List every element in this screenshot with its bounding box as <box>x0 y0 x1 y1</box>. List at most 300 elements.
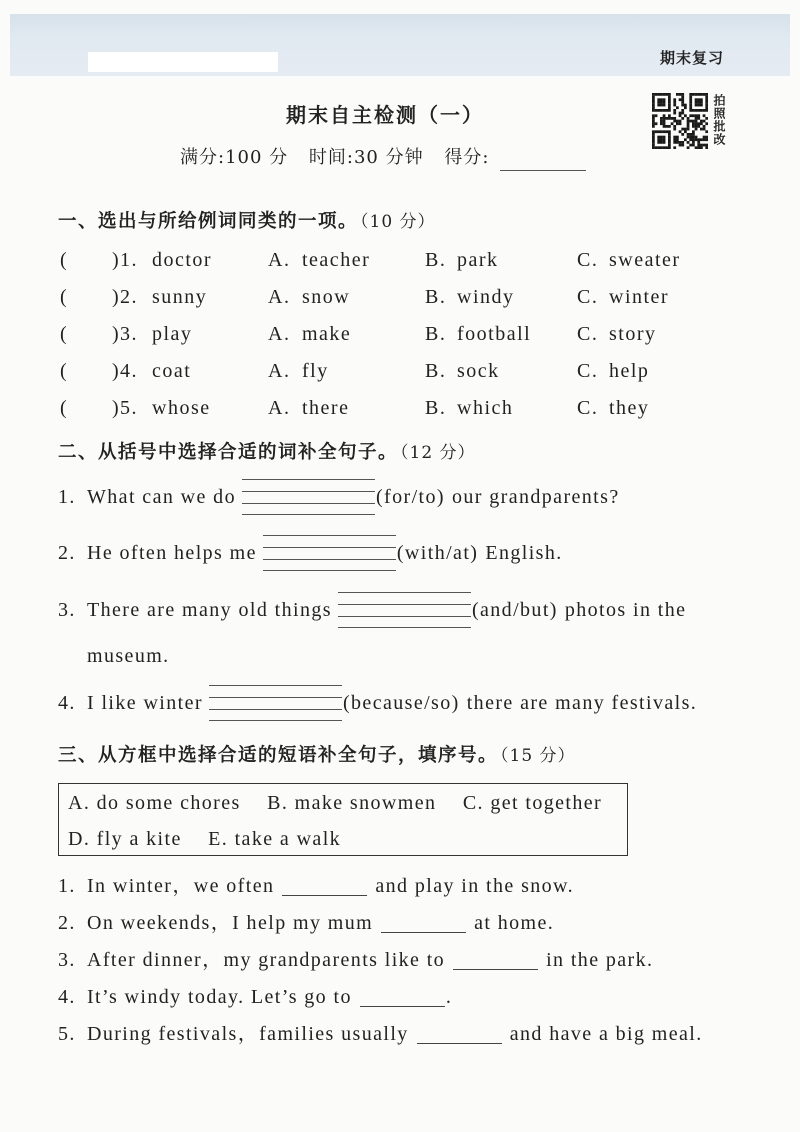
option-label-a: A. <box>268 360 291 382</box>
example-word: sunny <box>152 286 208 308</box>
phrase-label: B. <box>267 792 289 814</box>
qr-module <box>673 146 676 149</box>
qr-module <box>692 144 695 147</box>
qr-module <box>705 138 708 141</box>
qr-module <box>660 146 663 149</box>
qr-module <box>689 93 692 96</box>
option-c: winter <box>609 286 670 308</box>
qr-module <box>703 109 706 112</box>
qr-module <box>652 101 655 104</box>
answer-blank <box>282 877 367 896</box>
qr-module <box>689 104 692 107</box>
qr-module <box>668 98 671 101</box>
qr-module <box>660 122 663 125</box>
qr-module <box>668 96 671 99</box>
answer-paren-close: ) <box>112 323 121 345</box>
example-word: play <box>152 323 193 345</box>
sentence-after: at home. <box>474 912 555 934</box>
qr-module <box>679 114 682 117</box>
section2-title: 二、从括号中选择合适的词补全句子。 <box>58 442 399 463</box>
qr-module <box>692 120 695 123</box>
question-number: 1. <box>120 249 138 271</box>
answer-blank <box>381 914 466 933</box>
qr-module <box>679 93 682 96</box>
qr-module <box>692 141 695 144</box>
qr-module <box>687 120 690 123</box>
qr-module <box>660 136 663 139</box>
qr-module <box>655 146 658 149</box>
qr-module <box>695 93 698 96</box>
option-b: park <box>457 249 499 271</box>
qr-module <box>679 122 682 125</box>
fill-sentence <box>58 873 574 899</box>
phrase-box-line <box>68 826 361 852</box>
fill-sentence <box>58 910 554 936</box>
match-row <box>0 321 780 347</box>
qr-module <box>673 120 676 123</box>
qr-module <box>660 141 663 144</box>
redacted-area <box>88 52 278 72</box>
four-line-blank <box>242 479 375 515</box>
sentence-before: In winter，we often <box>87 875 275 897</box>
qr-module <box>668 109 671 112</box>
qr-module <box>689 106 692 109</box>
question-number: 1. <box>58 875 76 897</box>
qr-module <box>673 112 676 115</box>
qr-module <box>668 117 671 120</box>
qr-module <box>657 101 660 104</box>
match-row <box>0 395 780 421</box>
qr-module <box>689 98 692 101</box>
qr-module <box>657 98 660 101</box>
qr-module <box>681 109 684 112</box>
qr-module <box>663 109 666 112</box>
phrase-text: fly a kite <box>96 828 182 850</box>
word-choice-hint: (and/but) <box>471 599 558 621</box>
qr-module <box>668 141 671 144</box>
qr-module <box>692 136 695 139</box>
question-number: 3. <box>120 323 138 345</box>
fill-sentence <box>58 984 452 1010</box>
sentence-after: there are many festivals. <box>466 692 698 714</box>
qr-module <box>681 101 684 104</box>
qr-module <box>700 120 703 123</box>
qr-module <box>705 136 708 139</box>
qr-module <box>705 98 708 101</box>
qr-module <box>668 130 671 133</box>
qr-module <box>703 93 706 96</box>
qr-module <box>695 98 698 101</box>
qr-module <box>652 106 655 109</box>
qr-module <box>705 130 708 133</box>
question-number: 1. <box>58 486 76 508</box>
qr-module <box>703 114 706 117</box>
qr-module <box>681 117 684 120</box>
qr-module <box>652 130 655 133</box>
qr-module <box>657 109 660 112</box>
match-row <box>0 358 780 384</box>
qr-module <box>660 109 663 112</box>
qr-module <box>679 130 682 133</box>
option-b: which <box>457 397 514 419</box>
phrase-option <box>208 828 341 850</box>
answer-paren-open: ( <box>60 397 69 419</box>
section1-points: （10 分） <box>360 212 436 232</box>
phrase-text: do some chores <box>96 792 241 814</box>
qr-module <box>695 136 698 139</box>
sentence-before: It’s windy today. Let’s go to <box>87 986 352 1008</box>
qr-module <box>676 136 679 139</box>
sentence-after: our grandparents? <box>451 486 620 508</box>
qr-module <box>665 125 668 128</box>
answer-paren-open: ( <box>60 286 69 308</box>
option-c: sweater <box>609 249 681 271</box>
qr-module <box>700 138 703 141</box>
qr-module <box>697 146 700 149</box>
qr-module <box>705 146 708 149</box>
qr-module <box>703 128 706 131</box>
qr-module <box>684 114 687 117</box>
sentence-after: and play in the snow. <box>375 875 575 897</box>
phrase-label: A. <box>68 792 91 814</box>
four-line-blank <box>209 685 342 721</box>
qr-module <box>652 125 655 128</box>
option-label-a: A. <box>268 397 291 419</box>
qr-module <box>705 93 708 96</box>
sentence-before: During festivals，families usually <box>87 1023 409 1045</box>
option-label-a: A. <box>268 286 291 308</box>
qr-module <box>652 146 655 149</box>
qr-module <box>689 138 692 141</box>
exam-meta <box>180 145 586 171</box>
qr-module <box>700 144 703 147</box>
qr-module <box>652 114 655 117</box>
qr-module <box>663 122 666 125</box>
qr-module <box>657 104 660 107</box>
qr-module <box>655 109 658 112</box>
qr-module <box>681 144 684 147</box>
sentence-before: I like winter <box>87 692 203 714</box>
qr-module <box>673 125 676 128</box>
qr-module <box>687 125 690 128</box>
phrase-option <box>267 792 436 814</box>
qr-module <box>652 109 655 112</box>
qr-module <box>660 120 663 123</box>
sentence-after: in the park. <box>546 949 654 971</box>
qr-module <box>695 128 698 131</box>
qr-module <box>668 138 671 141</box>
qr-label: 拍照批改 <box>712 94 726 146</box>
qr-module <box>663 117 666 120</box>
qr-module <box>697 114 700 117</box>
option-label-c: C. <box>577 360 599 382</box>
question-number: 4. <box>58 692 76 714</box>
qr-module <box>665 146 668 149</box>
qr-module <box>700 109 703 112</box>
fill-sentence <box>58 947 653 973</box>
qr-module <box>665 109 668 112</box>
qr-module <box>705 106 708 109</box>
qr-module <box>695 101 698 104</box>
qr-module <box>663 141 666 144</box>
qr-module <box>687 117 690 120</box>
phrase-label: D. <box>68 828 91 850</box>
option-b: sock <box>457 360 500 382</box>
qr-module <box>660 138 663 141</box>
qr-module <box>687 136 690 139</box>
qr-module <box>697 125 700 128</box>
answer-paren-close: ) <box>112 249 121 271</box>
phrase-label: C. <box>462 792 484 814</box>
qr-module <box>681 96 684 99</box>
qr-module <box>676 141 679 144</box>
qr-module <box>660 93 663 96</box>
qr-module <box>681 141 684 144</box>
qr-module <box>663 125 666 128</box>
sentence-before: What can we do <box>87 486 236 508</box>
phrase-option <box>463 792 602 814</box>
phrase-text: make snowmen <box>294 792 437 814</box>
option-a: teacher <box>302 249 371 271</box>
option-c: story <box>609 323 657 345</box>
answer-paren-open: ( <box>60 360 69 382</box>
qr-code-icon <box>652 93 708 149</box>
qr-module <box>695 104 698 107</box>
qr-module <box>692 130 695 133</box>
word-choice-hint: (because/so) <box>342 692 460 714</box>
qr-module <box>663 114 666 117</box>
sentence-before: He often helps me <box>87 542 257 564</box>
qr-module <box>695 125 698 128</box>
answer-paren-open: ( <box>60 323 69 345</box>
qr-module <box>676 106 679 109</box>
word-choice-hint: (with/at) <box>396 542 479 564</box>
qr-module <box>663 98 666 101</box>
qr-module <box>679 112 682 115</box>
qr-module <box>703 138 706 141</box>
page-title: 期末自主检测（一） <box>286 103 484 127</box>
qr-module <box>687 122 690 125</box>
qr-module <box>687 146 690 149</box>
answer-blank <box>360 988 445 1007</box>
section1-heading <box>58 209 436 236</box>
qr-module <box>663 101 666 104</box>
match-row <box>0 247 780 273</box>
qr-module <box>689 109 692 112</box>
qr-module <box>673 128 676 131</box>
fill-sentence <box>58 592 686 628</box>
qr-module <box>689 144 692 147</box>
qr-module <box>652 144 655 147</box>
phrase-option <box>68 828 182 850</box>
qr-module <box>652 93 655 96</box>
fill-sentence <box>58 1021 703 1047</box>
question-number: 4. <box>58 986 76 1008</box>
qr-module <box>657 146 660 149</box>
answer-paren-close: ) <box>112 286 121 308</box>
qr-module <box>697 138 700 141</box>
qr-module <box>668 93 671 96</box>
option-c: help <box>609 360 650 382</box>
qr-module <box>660 130 663 133</box>
qr-module <box>668 125 671 128</box>
question-number: 2. <box>58 912 76 934</box>
qr-module <box>660 117 663 120</box>
option-label-a: A. <box>268 323 291 345</box>
qr-module <box>673 136 676 139</box>
qr-module <box>692 133 695 136</box>
qr-module <box>695 122 698 125</box>
fill-sentence <box>58 685 697 721</box>
option-label-b: B. <box>425 360 447 382</box>
qr-module <box>679 144 682 147</box>
phrase-box <box>58 783 628 856</box>
match-row <box>0 284 780 310</box>
qr-module <box>655 130 658 133</box>
example-word: coat <box>152 360 192 382</box>
phrase-box-line <box>68 790 622 816</box>
qr-module <box>705 122 708 125</box>
qr-module <box>681 128 684 131</box>
qr-module <box>676 120 679 123</box>
qr-module <box>697 104 700 107</box>
qr-module <box>657 136 660 139</box>
option-a: there <box>302 397 350 419</box>
option-a: make <box>302 323 352 345</box>
qr-module <box>687 133 690 136</box>
option-label-c: C. <box>577 397 599 419</box>
qr-module <box>657 138 660 141</box>
qr-module <box>689 101 692 104</box>
question-number: 3. <box>58 949 76 971</box>
qr-module <box>652 117 655 120</box>
sentence-after: . <box>445 986 453 1008</box>
qr-module <box>663 104 666 107</box>
qr-module <box>700 98 703 101</box>
qr-module <box>673 104 676 107</box>
qr-module <box>671 122 674 125</box>
option-label-c: C. <box>577 286 599 308</box>
qr-module <box>703 136 706 139</box>
qr-module <box>705 104 708 107</box>
question-number: 2. <box>58 542 76 564</box>
qr-module <box>705 144 708 147</box>
qr-module <box>681 112 684 115</box>
qr-module <box>652 133 655 136</box>
qr-module <box>668 136 671 139</box>
qr-module <box>652 120 655 123</box>
qr-module <box>676 122 679 125</box>
qr-module <box>676 93 679 96</box>
qr-module <box>681 93 684 96</box>
qr-module <box>692 114 695 117</box>
qr-module <box>665 93 668 96</box>
qr-module <box>692 122 695 125</box>
qr-module <box>687 141 690 144</box>
qr-module <box>695 117 698 120</box>
qr-module <box>684 106 687 109</box>
qr-module <box>673 101 676 104</box>
qr-module <box>668 144 671 147</box>
qr-module <box>695 138 698 141</box>
qr-module <box>673 117 676 120</box>
qr-module <box>668 146 671 149</box>
qr-module <box>692 138 695 141</box>
qr-module <box>668 114 671 117</box>
qr-module <box>692 109 695 112</box>
option-a: fly <box>302 360 329 382</box>
sentence-continued: museum. <box>87 645 170 667</box>
qr-module <box>700 146 703 149</box>
qr-module <box>652 98 655 101</box>
qr-module <box>663 120 666 123</box>
qr-module <box>660 104 663 107</box>
qr-module <box>681 133 684 136</box>
qr-module <box>697 141 700 144</box>
qr-module <box>663 93 666 96</box>
qr-module <box>673 138 676 141</box>
qr-module <box>689 120 692 123</box>
qr-module <box>652 136 655 139</box>
qr-module <box>700 122 703 125</box>
qr-module <box>700 128 703 131</box>
qr-module <box>663 130 666 133</box>
section2-heading <box>58 440 476 467</box>
option-a: snow <box>302 286 351 308</box>
qr-module <box>689 114 692 117</box>
qr-module <box>697 122 700 125</box>
example-word: whose <box>152 397 211 419</box>
qr-module <box>695 114 698 117</box>
answer-blank <box>453 951 538 970</box>
qr-module <box>697 98 700 101</box>
sentence-after: and have a big meal. <box>509 1023 703 1045</box>
qr-module <box>697 101 700 104</box>
section2-points: （12 分） <box>400 443 476 463</box>
fill-sentence <box>58 535 563 571</box>
qr-module <box>697 93 700 96</box>
section1-title: 一、选出与所给例词同类的一项。 <box>58 211 359 232</box>
qr-module <box>700 93 703 96</box>
option-label-b: B. <box>425 286 447 308</box>
qr-module <box>695 120 698 123</box>
qr-module <box>692 93 695 96</box>
option-label-b: B. <box>425 397 447 419</box>
four-line-blank <box>263 535 396 571</box>
phrase-option <box>68 792 241 814</box>
fill-sentence <box>58 479 620 515</box>
section3-title: 三、从方框中选择合适的短语补全句子，填序号。 <box>58 745 499 766</box>
option-b: football <box>457 323 532 345</box>
option-label-b: B. <box>425 249 447 271</box>
qr-module <box>703 120 706 123</box>
answer-paren-close: ) <box>112 360 121 382</box>
qr-module <box>684 104 687 107</box>
answer-paren-close: ) <box>112 397 121 419</box>
option-label-b: B. <box>425 323 447 345</box>
option-label-c: C. <box>577 323 599 345</box>
qr-module <box>652 104 655 107</box>
qr-module <box>673 98 676 101</box>
phrase-label: E. <box>208 828 229 850</box>
qr-module <box>657 130 660 133</box>
sentence-before: There are many old things <box>87 599 332 621</box>
qr-module <box>676 138 679 141</box>
question-number: 3. <box>58 599 76 621</box>
qr-module <box>703 144 706 147</box>
qr-module <box>695 146 698 149</box>
qr-module <box>684 128 687 131</box>
